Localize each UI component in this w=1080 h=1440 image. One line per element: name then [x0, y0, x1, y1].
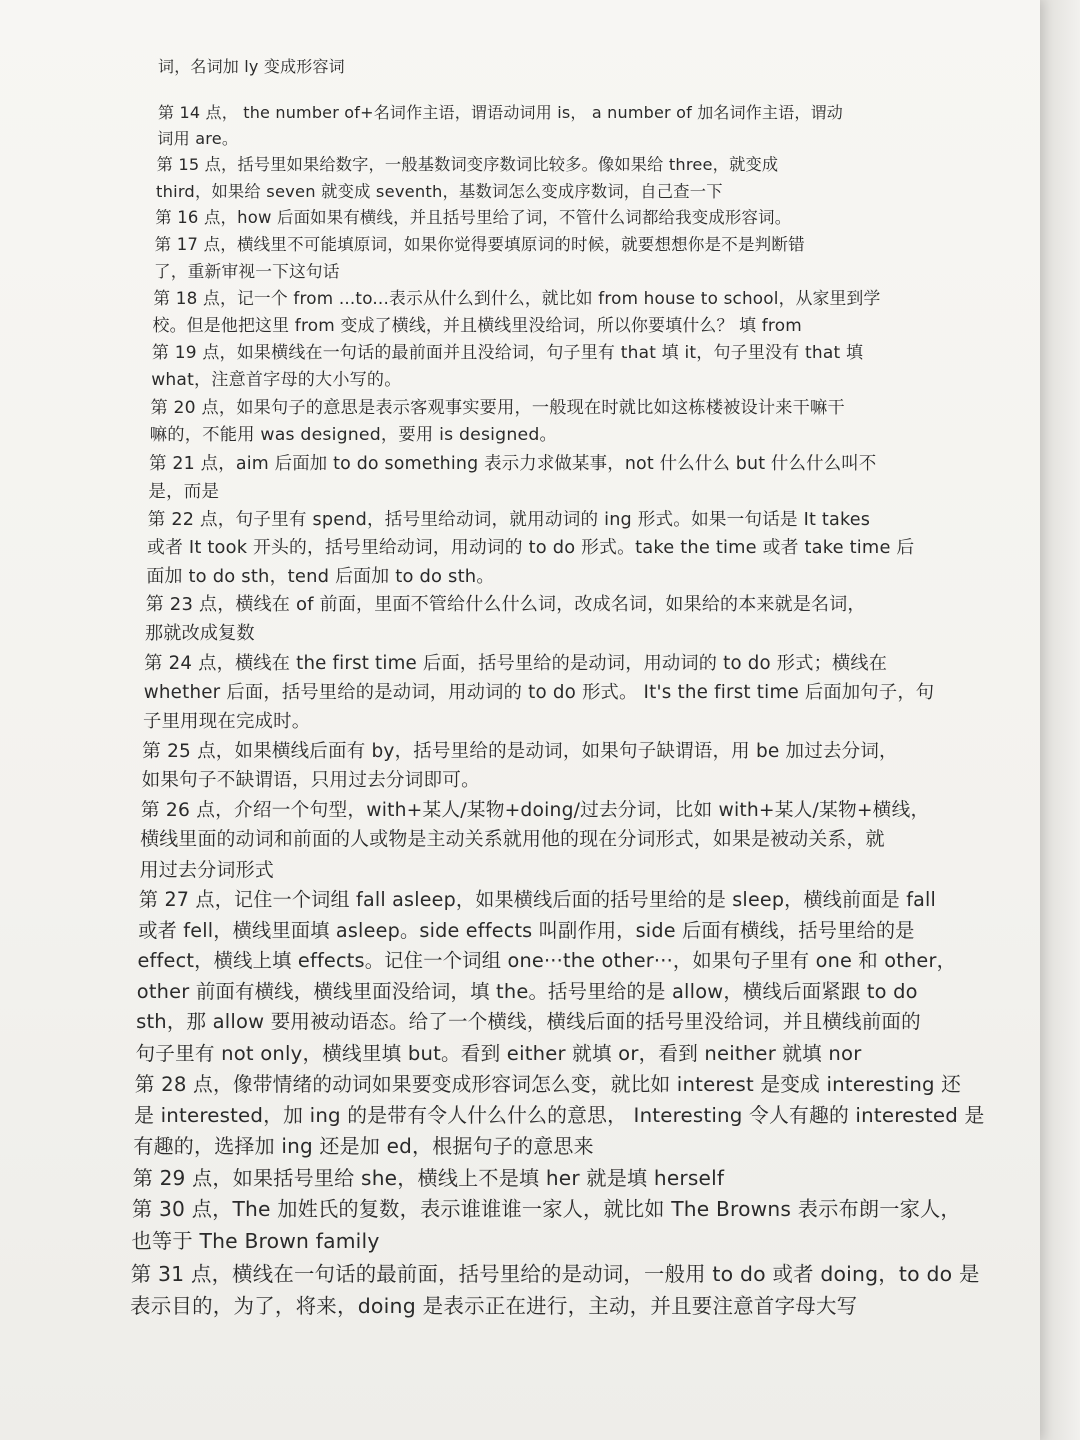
text-line: 词用 are。: [157, 129, 239, 148]
text-line: other 前面有横线，横线里面没给词，填 the。括号里给的是 allow，横线后面紧跟 to do: [136, 979, 918, 1003]
text-line: 表示目的，为了，将来，doing 是表示正在进行，主动，并且要注意首字母大写: [130, 1294, 858, 1318]
text-line: 第 29 点，如果括号里给 she，横线上不是填 her 就是填 herself: [132, 1165, 725, 1190]
text-line: 第 19 点，如果横线在一句话的最前面并且没给词，句子里有 that 填 it，句子里没有 that 填: [151, 342, 864, 363]
text-line: sth，那 allow 要用被动语态。给了一个横线，横线后面的括号里没给词，并且横线前面的: [136, 1010, 921, 1034]
text-line: 用过去分词形式: [139, 859, 274, 882]
text-line: 第 25 点，如果横线后面有 by，括号里给的是动词，如果句子缺谓语，用 be 加过去分词，: [142, 740, 898, 762]
text-line: 第 31 点，横线在一句话的最前面，括号里给的是动词，一般用 to do 或者 doing，to do 是: [130, 1262, 980, 1286]
notes-list: [128, 100, 1008, 1322]
text-line: 嘛的，不能用 was designed，要用 is designed。: [149, 425, 557, 446]
text-line: 第 15 点，括号里如果给数字，一般基数词变序数词比较多。像如果给 three，就变成: [156, 155, 779, 175]
text-line: 有趣的，选择加 ing 还是加 ed，根据句子的意思来: [133, 1134, 594, 1159]
text-line: 是 interested，加 ing 的是带有令人什么什么的意思， Interesting 令人有趣的 interested 是: [134, 1104, 985, 1128]
text-line: 那就改成复数: [145, 623, 255, 645]
text-line: third，如果给 seven 就变成 seventh，基数词怎么变成序数词，自己查一下: [156, 181, 723, 201]
text-line: 第 16 点，how 后面如果有横线，并且括号里给了词，不管什么词都给我变成形容词。: [155, 208, 792, 227]
text-line: 校。但是他把这里 from 变成了横线，并且横线里没给词，所以你要填什么？ 填 from: [152, 315, 802, 336]
page-content: [128, 52, 1008, 1322]
text-line: whether 后面，括号里给的是动词，用动词的 to do 形式。 It's the first time 后面加句子，句: [143, 682, 935, 703]
text-line: 或者 It took 开头的，括号里给动词，用动词的 to do 形式。take the time 或者 take time 后: [147, 537, 915, 559]
text-line: 第 23 点，横线在 of 前面，里面不管给什么什么词，改成名词，如果给的本来就是名词，: [145, 594, 866, 616]
text-line: 了，重新审视一下这句话: [153, 261, 340, 282]
text-line-continuation: 词，名词加 ly 变成形容词: [158, 57, 345, 76]
text-line: 第 17 点，横线里不可能填原词，如果你觉得要填原词的时候，就要想想你是不是判断错: [154, 234, 805, 254]
text-line: 或者 fell，横线里面填 asleep。side effects 叫副作用，side 后面有横线，括号里给的是: [138, 918, 915, 942]
text-line: 第 14 点， the number of+名词作主语，谓语动词用 is， a number of 加名词作主语，谓动: [158, 103, 844, 122]
text-line: 第 26 点，介绍一个句型，with+某人/某物+doing/过去分词，比如 with+某人/某物+横线，: [140, 799, 930, 821]
text-line: 第 21 点，aim 后面加 to do something 表示力求做某事，not 什么什么 but 什么什么叫不: [149, 454, 877, 474]
text-line: what，注意首字母的大小写的。: [151, 370, 402, 390]
text-line: 第 20 点，如果句子的意思是表示客观事实要用，一般现在时就比如这栋楼被设计来干嘛干: [150, 397, 845, 418]
text-line: 是，而是: [148, 482, 220, 502]
text-line: 面加 to do sth，tend 后面加 to do sth。: [146, 565, 495, 587]
text-line: 第 28 点，像带情绪的动词如果要变成形容词怎么变，就比如 interest 是变成 interesting 还: [134, 1073, 962, 1096]
text-line: 第 18 点，记一个 from ...to...表示从什么到什么，就比如 from house to school，从家里到学: [153, 288, 881, 309]
text-line: effect，横线上填 effects。记住一个词组 one···the other···，如果句子里有 one 和 other，: [137, 949, 957, 972]
text-line: 第 27 点，记住一个词组 fall asleep，如果横线后面的括号里给的是 sleep，横线前面是 fall: [138, 888, 937, 912]
text-line: 子里用现在完成时。: [143, 711, 311, 733]
text-line: 第 24 点，横线在 the first time 后面，括号里给的是动词，用动词的 to do 形式；横线在: [144, 653, 888, 674]
text-line: 第 30 点，The 加姓氏的复数，表示谁谁谁一家人，就比如 The Browns 表示布朗一家人，: [132, 1197, 961, 1222]
text-line: 也等于 The Brown family: [131, 1229, 380, 1254]
text-line: 第 22 点，句子里有 spend，括号里给动词，就用动词的 ing 形式。如果一句话是 It takes: [147, 510, 871, 531]
text-line: 如果句子不缺谓语，只用过去分词即可。: [141, 770, 480, 791]
text-line: 句子里有 not only，横线里填 but。看到 either 就填 or，看到 neither 就填 nor: [135, 1042, 862, 1065]
text-line: 横线里面的动词和前面的人或物是主动关系就用他的现在分词形式，如果是被动关系，就: [140, 828, 885, 851]
